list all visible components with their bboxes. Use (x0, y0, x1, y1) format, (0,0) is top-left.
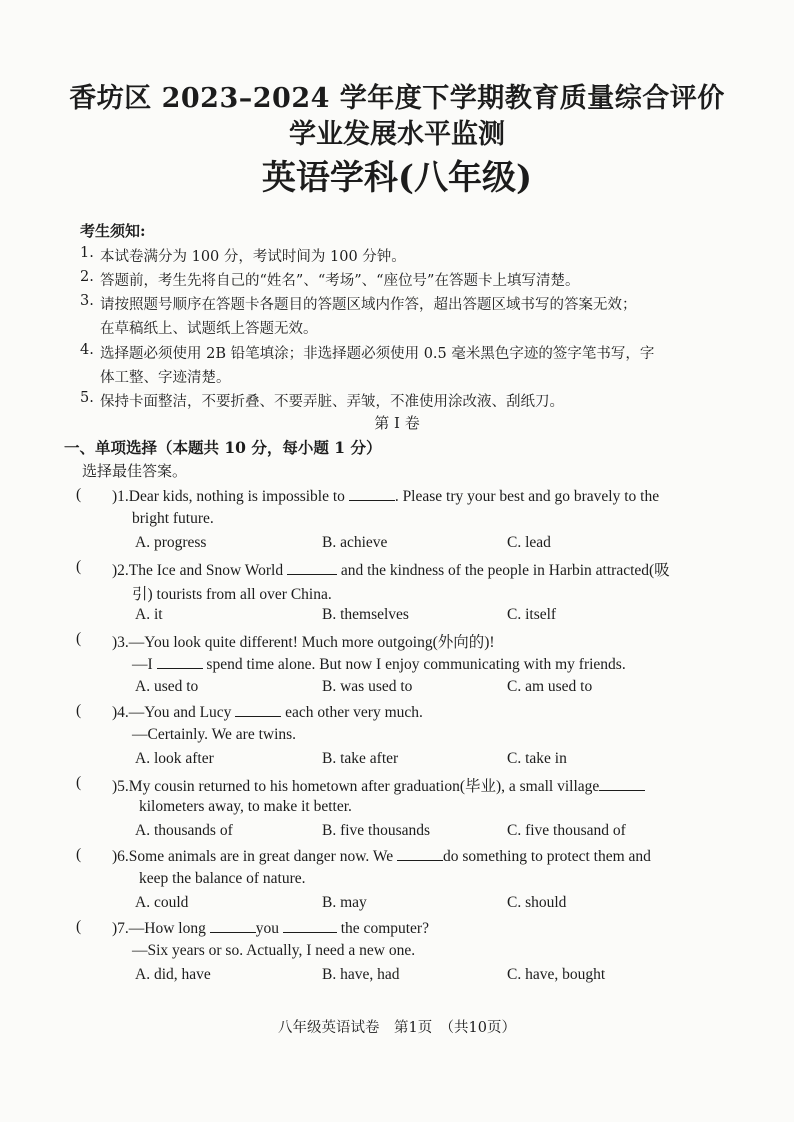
option-c: C. itself (507, 606, 557, 623)
question-text: 引) tourists from all over China. (132, 586, 332, 603)
question-text: Some animals are in great danger now. We (128, 848, 397, 865)
fill-blank (283, 918, 337, 933)
option-a: A. look after (135, 750, 214, 767)
option-c: C. have, bought (507, 966, 606, 983)
rule-text: 答题前，考生先将自己的“姓名”、“考场”、“座位号”在答题卡上填写清楚。 (100, 273, 580, 289)
option-b: B. take after (322, 750, 399, 767)
option-a: A. it (135, 606, 163, 623)
rule-text: 本试卷满分为 100 分，考试时间为 100 分钟。 (100, 249, 406, 265)
answer-bracket: ( (76, 630, 82, 647)
notice-title: 考生须知: (80, 222, 146, 240)
option-c: C. should (507, 894, 567, 911)
fill-blank (235, 702, 281, 717)
question-text: each other very much. (281, 704, 423, 721)
question-text: The Ice and Snow World (128, 562, 287, 579)
option-b: B. achieve (322, 534, 388, 551)
rule-number: 3. (80, 293, 94, 309)
question-text: —You and Lucy (128, 704, 236, 721)
question-text: . Please try your best and go bravely to the (394, 488, 660, 505)
option-b: B. have, had (322, 966, 400, 983)
rule-text: 选择题必须使用 2B 铅笔填涂；非选择题必须使用 0.5 毫米黑色字迹的签字笔书写，字 (100, 346, 655, 362)
rule-number: 5. (80, 390, 94, 406)
question-text: you (255, 920, 283, 937)
exam-title-line2: 学业发展水平监测 (289, 119, 505, 150)
option-c: C. take in (507, 750, 567, 767)
question-number (112, 558, 670, 580)
question-text: keep the balance of nature. (139, 870, 306, 887)
question-text: —Six years or so. Actually, I need a new one. (132, 942, 416, 959)
page-footer: 八年级英语试卷 第1页 （共10页） (278, 1020, 516, 1036)
rule-text: 在草稿纸上、试题纸上答题无效。 (100, 321, 318, 337)
question-number-text: )7. (112, 920, 129, 937)
rule-number: 4. (80, 342, 94, 358)
question-number-text: )3. (112, 634, 129, 651)
question-number-text: )5. (112, 778, 129, 795)
answer-bracket: ( (76, 558, 82, 575)
rule-number: 1. (80, 245, 94, 261)
answer-bracket: ( (76, 774, 82, 791)
answer-bracket: ( (76, 918, 82, 935)
question-number (112, 630, 495, 652)
fill-blank (287, 560, 337, 575)
option-a: A. thousands of (135, 822, 233, 839)
option-b: B. five thousands (322, 822, 431, 839)
section-heading: 一、单项选择（本题共 10 分，每小题 1 分） (64, 438, 382, 457)
question-text: —Certainly. We are twins. (132, 726, 297, 743)
question-text: My cousin returned to his hometown after graduation(毕业), a small village (128, 778, 600, 795)
option-c: C. lead (507, 534, 551, 551)
question-text: Dear kids, nothing is impossible to (128, 488, 349, 505)
question-text: kilometers away, to make it better. (139, 798, 352, 815)
answer-bracket: ( (76, 486, 82, 503)
rule-text: 请按照题号顺序在答题卡各题目的答题区域内作答，超出答题区域书写的答案无效； (100, 297, 637, 313)
question-number-text: )4. (112, 704, 129, 721)
option-b: B. may (322, 894, 367, 911)
rule-number: 2. (80, 269, 94, 285)
section-instruction: 选择最佳答案。 (82, 462, 188, 480)
question-text: —How long (128, 920, 210, 937)
question-number (112, 846, 651, 866)
question-text: do something to protect them and (443, 848, 651, 865)
question-text: the computer? (336, 920, 429, 937)
fill-blank (349, 486, 395, 501)
question-text-part: —I (132, 656, 157, 673)
fill-blank (157, 654, 203, 669)
question-number-text: )6. (112, 848, 129, 865)
fill-blank (599, 776, 645, 791)
question-text: and the kindness of the people in Harbin attracted(吸 (336, 562, 670, 579)
question-number (112, 486, 659, 506)
rule-text: 保持卡面整洁，不要折叠、不要弄脏、弄皱，不准使用涂改液、刮纸刀。 (100, 394, 564, 410)
option-a: A. progress (135, 534, 207, 551)
rule-text: 体工整、字迹清楚。 (100, 370, 231, 386)
answer-bracket: ( (76, 846, 82, 863)
question-number (112, 702, 423, 722)
question-number-text: )2. (112, 562, 129, 579)
question-number (112, 774, 645, 796)
option-a: A. used to (135, 678, 199, 695)
answer-bracket: ( (76, 702, 82, 719)
option-c: C. am used to (507, 678, 593, 695)
part-label: 第 I 卷 (374, 414, 420, 432)
fill-blank (210, 918, 256, 933)
option-b: B. was used to (322, 678, 413, 695)
question-text-part: spend time alone. But now I enjoy communicating with my friends. (202, 656, 626, 673)
option-a: A. did, have (135, 966, 211, 983)
option-b: B. themselves (322, 606, 409, 623)
question-number (112, 918, 429, 938)
exam-title-line1: 香坊区 2023–2024 学年度下学期教育质量综合评价 (69, 83, 725, 114)
fill-blank (397, 846, 443, 861)
exam-subject-title: 英语学科(八年级) (261, 158, 533, 198)
option-c: C. five thousand of (507, 822, 626, 839)
question-number-text: )1. (112, 488, 129, 505)
option-a: A. could (135, 894, 189, 911)
question-text (132, 654, 626, 674)
question-text: bright future. (132, 510, 214, 527)
question-text: —You look quite different! Much more outgoing(外向的)! (128, 634, 495, 651)
